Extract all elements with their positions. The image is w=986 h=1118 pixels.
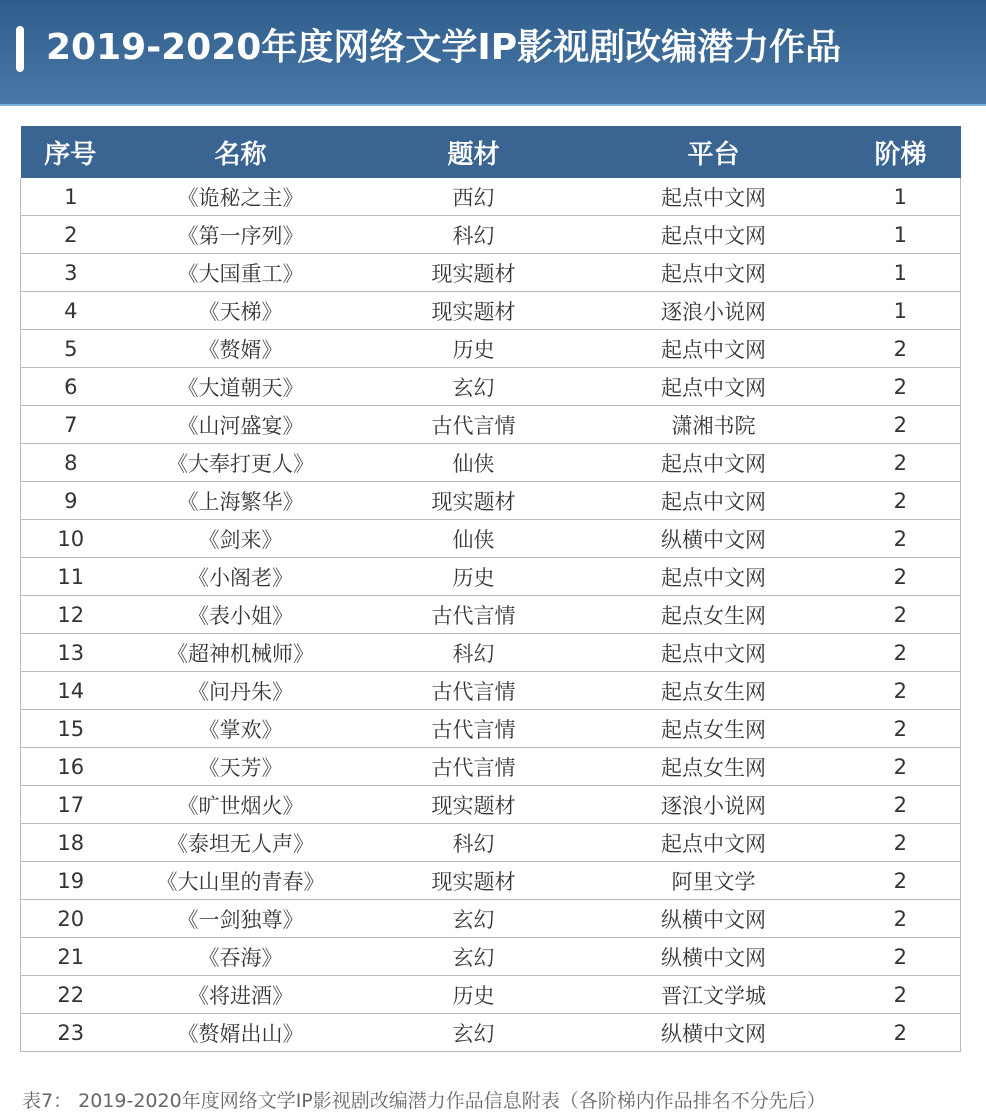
cell-platform: 起点中文网: [587, 330, 841, 368]
column-header-index: 序号: [21, 126, 121, 178]
cell-genre: 现实题材: [361, 862, 587, 900]
cell-platform: 起点中文网: [587, 216, 841, 254]
cell-name: 《赘婿》: [121, 330, 361, 368]
cell-tier: 2: [841, 330, 961, 368]
cell-platform: 潇湘书院: [587, 406, 841, 444]
cell-index: 7: [21, 406, 121, 444]
header-row: [21, 126, 961, 178]
cell-genre: 古代言情: [361, 672, 587, 710]
cell-name: 《一剑独尊》: [121, 900, 361, 938]
cell-tier: 2: [841, 976, 961, 1014]
cell-genre: 现实题材: [361, 786, 587, 824]
cell-tier: 2: [841, 406, 961, 444]
cell-index: 2: [21, 216, 121, 254]
cell-name: 《诡秘之主》: [121, 178, 361, 216]
cell-index: 9: [21, 482, 121, 520]
cell-index: 1: [21, 178, 121, 216]
title-banner: [0, 0, 986, 104]
table-row: [21, 748, 961, 786]
cell-name: 《将进酒》: [121, 976, 361, 1014]
table-row: [21, 368, 961, 406]
cell-tier: 2: [841, 786, 961, 824]
cell-platform: 起点中文网: [587, 444, 841, 482]
table-row: [21, 900, 961, 938]
cell-tier: 2: [841, 634, 961, 672]
table-row: [21, 824, 961, 862]
cell-index: 12: [21, 596, 121, 634]
title-accent-bar: [16, 26, 24, 72]
cell-genre: 历史: [361, 330, 587, 368]
cell-genre: 现实题材: [361, 292, 587, 330]
column-header-genre: 题材: [361, 126, 587, 178]
cell-index: 13: [21, 634, 121, 672]
table-row: [21, 178, 961, 216]
cell-name: 《大国重工》: [121, 254, 361, 292]
cell-index: 22: [21, 976, 121, 1014]
cell-index: 3: [21, 254, 121, 292]
cell-index: 5: [21, 330, 121, 368]
cell-tier: 2: [841, 748, 961, 786]
cell-genre: 现实题材: [361, 254, 587, 292]
table-row: [21, 292, 961, 330]
column-header-name: 名称: [121, 126, 361, 178]
cell-platform: 起点中文网: [587, 178, 841, 216]
table-row: [21, 862, 961, 900]
cell-platform: 起点女生网: [587, 672, 841, 710]
column-header-tier: 阶梯: [841, 126, 961, 178]
cell-tier: 1: [841, 292, 961, 330]
cell-name: 《赘婿出山》: [121, 1014, 361, 1052]
cell-platform: 起点女生网: [587, 710, 841, 748]
cell-name: 《剑来》: [121, 520, 361, 558]
table-row: [21, 520, 961, 558]
page-title: 2019-2020年度网络文学IP影视剧改编潜力作品: [46, 27, 842, 68]
cell-name: 《大道朝天》: [121, 368, 361, 406]
cell-index: 11: [21, 558, 121, 596]
cell-platform: 逐浪小说网: [587, 786, 841, 824]
cell-platform: 起点中文网: [587, 254, 841, 292]
cell-index: 21: [21, 938, 121, 976]
cell-genre: 古代言情: [361, 596, 587, 634]
cell-tier: 2: [841, 672, 961, 710]
cell-genre: 古代言情: [361, 748, 587, 786]
cell-genre: 古代言情: [361, 406, 587, 444]
table-row: [21, 216, 961, 254]
cell-index: 20: [21, 900, 121, 938]
cell-name: 《上海繁华》: [121, 482, 361, 520]
cell-platform: 纵横中文网: [587, 900, 841, 938]
table-body: [21, 178, 961, 1052]
cell-platform: 起点女生网: [587, 596, 841, 634]
cell-genre: 历史: [361, 558, 587, 596]
cell-index: 17: [21, 786, 121, 824]
cell-platform: 纵横中文网: [587, 520, 841, 558]
cell-index: 6: [21, 368, 121, 406]
banner-divider: [0, 104, 986, 106]
cell-name: 《表小姐》: [121, 596, 361, 634]
cell-name: 《天芳》: [121, 748, 361, 786]
cell-index: 10: [21, 520, 121, 558]
cell-index: 4: [21, 292, 121, 330]
cell-tier: 2: [841, 596, 961, 634]
cell-genre: 科幻: [361, 634, 587, 672]
cell-name: 《吞海》: [121, 938, 361, 976]
cell-tier: 1: [841, 216, 961, 254]
table-row: [21, 634, 961, 672]
cell-name: 《大奉打更人》: [121, 444, 361, 482]
cell-platform: 起点中文网: [587, 558, 841, 596]
cell-genre: 西幻: [361, 178, 587, 216]
works-table: [20, 126, 961, 1052]
cell-tier: 2: [841, 520, 961, 558]
table-row: [21, 938, 961, 976]
works-table-container: [20, 126, 960, 1052]
cell-genre: 玄幻: [361, 368, 587, 406]
cell-genre: 仙侠: [361, 520, 587, 558]
table-row: [21, 558, 961, 596]
cell-genre: 科幻: [361, 824, 587, 862]
cell-genre: 古代言情: [361, 710, 587, 748]
column-header-platform: 平台: [587, 126, 841, 178]
table-row: [21, 786, 961, 824]
cell-index: 18: [21, 824, 121, 862]
cell-index: 15: [21, 710, 121, 748]
cell-platform: 起点女生网: [587, 748, 841, 786]
table-row: [21, 406, 961, 444]
cell-tier: 2: [841, 558, 961, 596]
cell-name: 《问丹朱》: [121, 672, 361, 710]
cell-tier: 2: [841, 368, 961, 406]
cell-genre: 玄幻: [361, 938, 587, 976]
cell-index: 16: [21, 748, 121, 786]
cell-tier: 2: [841, 900, 961, 938]
cell-tier: 2: [841, 444, 961, 482]
table-row: [21, 976, 961, 1014]
cell-platform: 纵横中文网: [587, 1014, 841, 1052]
cell-name: 《山河盛宴》: [121, 406, 361, 444]
cell-name: 《掌欢》: [121, 710, 361, 748]
cell-name: 《天梯》: [121, 292, 361, 330]
cell-genre: 玄幻: [361, 900, 587, 938]
cell-platform: 起点中文网: [587, 634, 841, 672]
cell-platform: 逐浪小说网: [587, 292, 841, 330]
cell-name: 《旷世烟火》: [121, 786, 361, 824]
cell-tier: 1: [841, 254, 961, 292]
table-caption: 表7： 2019-2020年度网络文学IP影视剧改编潜力作品信息附表（各阶梯内作品排名不分先后）: [22, 1090, 826, 1112]
cell-name: 《第一序列》: [121, 216, 361, 254]
cell-platform: 起点中文网: [587, 482, 841, 520]
cell-tier: 1: [841, 178, 961, 216]
cell-index: 14: [21, 672, 121, 710]
cell-index: 23: [21, 1014, 121, 1052]
cell-genre: 科幻: [361, 216, 587, 254]
table-header: [21, 126, 961, 178]
cell-index: 8: [21, 444, 121, 482]
cell-platform: 晋江文学城: [587, 976, 841, 1014]
cell-genre: 历史: [361, 976, 587, 1014]
table-row: [21, 330, 961, 368]
cell-name: 《小阁老》: [121, 558, 361, 596]
cell-tier: 2: [841, 710, 961, 748]
cell-genre: 玄幻: [361, 1014, 587, 1052]
table-row: [21, 672, 961, 710]
cell-tier: 2: [841, 482, 961, 520]
table-row: [21, 482, 961, 520]
cell-name: 《超神机械师》: [121, 634, 361, 672]
cell-name: 《泰坦无人声》: [121, 824, 361, 862]
cell-tier: 2: [841, 938, 961, 976]
cell-tier: 2: [841, 1014, 961, 1052]
table-row: [21, 1014, 961, 1052]
cell-genre: 现实题材: [361, 482, 587, 520]
cell-genre: 仙侠: [361, 444, 587, 482]
cell-platform: 纵横中文网: [587, 938, 841, 976]
table-row: [21, 444, 961, 482]
cell-name: 《大山里的青春》: [121, 862, 361, 900]
cell-platform: 起点中文网: [587, 824, 841, 862]
cell-tier: 2: [841, 862, 961, 900]
table-row: [21, 254, 961, 292]
cell-index: 19: [21, 862, 121, 900]
table-row: [21, 596, 961, 634]
cell-tier: 2: [841, 824, 961, 862]
cell-platform: 起点中文网: [587, 368, 841, 406]
table-row: [21, 710, 961, 748]
cell-platform: 阿里文学: [587, 862, 841, 900]
